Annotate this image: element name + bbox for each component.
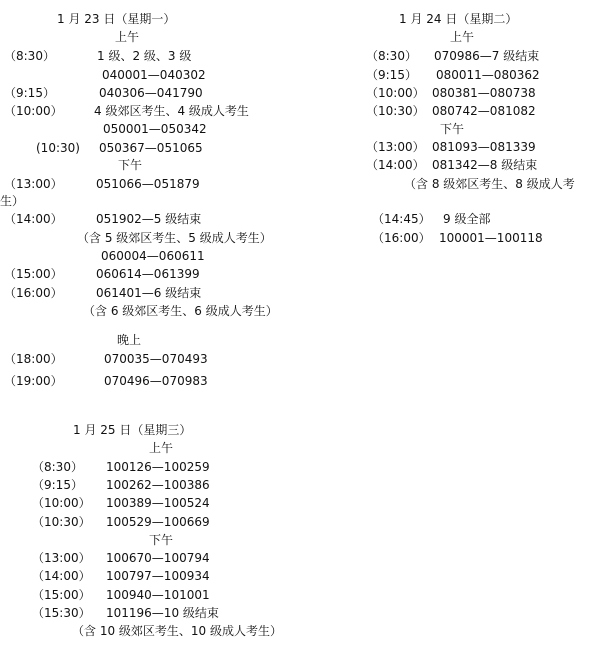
day2-time: （13:00） xyxy=(366,140,425,154)
day2-note: （含 8 级郊区考生、8 级成人考 xyxy=(404,177,575,191)
day2-time: （14:45） xyxy=(372,212,431,226)
day1-range: 070035—070493 xyxy=(104,352,208,366)
day1-time: （13:00） xyxy=(4,177,63,191)
day2-range: 070986—7 级结束 xyxy=(434,49,540,63)
day1-range: 060614—061399 xyxy=(96,267,200,281)
day1-range: 050001—050342 xyxy=(103,122,207,136)
day3-range: 100529—100669 xyxy=(106,515,210,529)
day3-time: （15:30） xyxy=(32,606,91,620)
day2-range: 081342—8 级结束 xyxy=(432,158,538,172)
day1-time: （18:00） xyxy=(4,352,63,366)
day3-pm-label: 下午 xyxy=(149,533,174,547)
day1-time: （8:30） xyxy=(4,49,55,63)
day1-note: （含 5 级郊区考生、5 级成人考生） xyxy=(77,231,272,245)
day1-eve-label: 晚上 xyxy=(117,333,142,347)
day3-note: （含 10 级郊区考生、10 级成人考生） xyxy=(72,624,282,638)
day1-header: 1 月 23 日（星期一） xyxy=(57,12,176,26)
day3-range: 100389—100524 xyxy=(106,496,210,510)
day1-range: 1 级、2 级、3 级 xyxy=(97,49,192,63)
day3-time: （9:15） xyxy=(32,478,83,492)
day3-time: （10:30） xyxy=(32,515,91,529)
day1-time: （9:15） xyxy=(4,86,55,100)
day1-time: （14:00） xyxy=(4,212,63,226)
day2-pm-label: 下午 xyxy=(440,122,465,136)
day2-am-label: 上午 xyxy=(450,30,475,44)
day3-time: （10:00） xyxy=(32,496,91,510)
day1-range: 040306—041790 xyxy=(99,86,203,100)
day1-range: 生） xyxy=(0,194,25,208)
day3-time: （8:30） xyxy=(32,460,83,474)
day3-range: 100126—100259 xyxy=(106,460,210,474)
day1-time: （15:00） xyxy=(4,267,63,281)
day3-range: 101196—10 级结束 xyxy=(106,606,219,620)
day1-range: 061401—6 级结束 xyxy=(96,286,202,300)
day2-range: 081093—081339 xyxy=(432,140,536,154)
day1-range: 051902—5 级结束 xyxy=(96,212,202,226)
day2-time: （10:30） xyxy=(366,104,425,118)
day1-time: （16:00） xyxy=(4,286,63,300)
day2-range: 100001—100118 xyxy=(439,231,543,245)
day3-range: 100670—100794 xyxy=(106,551,210,565)
day1-am-label: 上午 xyxy=(115,30,140,44)
day2-range: 080381—080738 xyxy=(432,86,536,100)
day2-range: 080742—081082 xyxy=(432,104,536,118)
day2-time: （16:00） xyxy=(372,231,431,245)
day2-range: 080011—080362 xyxy=(436,68,540,82)
day1-range: 050367—051065 xyxy=(99,141,203,155)
day2-time: （10:00） xyxy=(366,86,425,100)
day1-range: 060004—060611 xyxy=(101,249,205,263)
day1-range: 040001—040302 xyxy=(102,68,206,82)
day1-time: (10:30) xyxy=(36,141,80,155)
day1-time: （19:00） xyxy=(4,374,63,388)
day3-range: 100262—100386 xyxy=(106,478,210,492)
day2-time: （9:15） xyxy=(366,68,417,82)
day1-pm-label: 下午 xyxy=(118,158,143,172)
day1-range: 4 级郊区考生、4 级成人考生 xyxy=(94,104,249,118)
day3-range: 100797—100934 xyxy=(106,569,210,583)
day1-range: 070496—070983 xyxy=(104,374,208,388)
day1-note: （含 6 级郊区考生、6 级成人考生） xyxy=(83,304,278,318)
day3-am-label: 上午 xyxy=(149,441,174,455)
day2-header: 1 月 24 日（星期二） xyxy=(399,12,518,26)
day3-time: （14:00） xyxy=(32,569,91,583)
day2-time: （8:30） xyxy=(366,49,417,63)
day3-time: （15:00） xyxy=(32,588,91,602)
day3-header: 1 月 25 日（星期三） xyxy=(73,423,192,437)
day3-range: 100940—101001 xyxy=(106,588,210,602)
day2-time: （14:00） xyxy=(366,158,425,172)
day2-range: 9 级全部 xyxy=(443,212,491,226)
day1-range: 051066—051879 xyxy=(96,177,200,191)
day3-time: （13:00） xyxy=(32,551,91,565)
day1-time: （10:00） xyxy=(4,104,63,118)
